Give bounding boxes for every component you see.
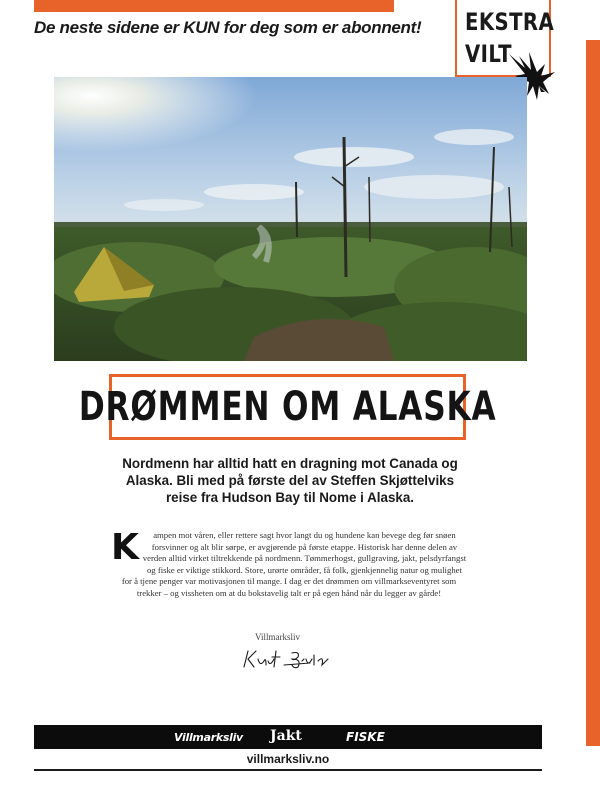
signature-label: Villmarksliv [255, 632, 300, 642]
brand-fiske[interactable]: FISKE [346, 730, 385, 744]
article-body-text: ampen mot våren, eller rettere sagt hvor langt du og hundene kan bevege deg før snøen forsvinner og alt blir sørpe, er avgjørende på første etappe. Historisk har denne delen av verden alltid virket tiltrekkende på nordmenn. Tømmerhogst, gullgraving, jakt, pelsdyrfangst og fiske er viktige stikkord. Store, urørte områder, få folk, gjenkjennelig natur og mulighet for å tjene penger var motivasjonen til mange. I dag er det drømmen om villmarkseventyret som trekker – og vissheten om at du bokstavelig talt er på egen hånd når du legger av gårde! [121, 530, 467, 598]
dropcap-letter: K [111, 527, 139, 568]
article-title-box [78, 374, 497, 440]
article-lead: Nordmenn har alltid hatt en dragning mot Canada og Alaska. Bli med på første del av Steffen Skjøttelviks reise fra Hudson Bay til Nome i Alaska. [122, 456, 458, 505]
article-body [111, 527, 467, 599]
brand-jakt[interactable]: Jakt [270, 728, 302, 744]
article-title: DRØMMEN OM ALASKA [78, 384, 497, 430]
badge-line-2: VILT [465, 40, 512, 68]
top-accent-bar [34, 0, 394, 12]
signature-image [240, 645, 330, 673]
right-accent-bar [586, 40, 600, 746]
subscriber-note: De neste sidene er KUN for deg som er abonnent! [34, 18, 422, 37]
brand-bar [34, 725, 542, 749]
badge-line-1: EKSTRA [465, 8, 555, 36]
website-link[interactable]: villmarksliv.no [246, 752, 330, 766]
hero-photo [54, 77, 527, 361]
brand-villmarksliv[interactable]: Villmarksliv [174, 731, 243, 744]
bottom-rule [34, 769, 542, 771]
